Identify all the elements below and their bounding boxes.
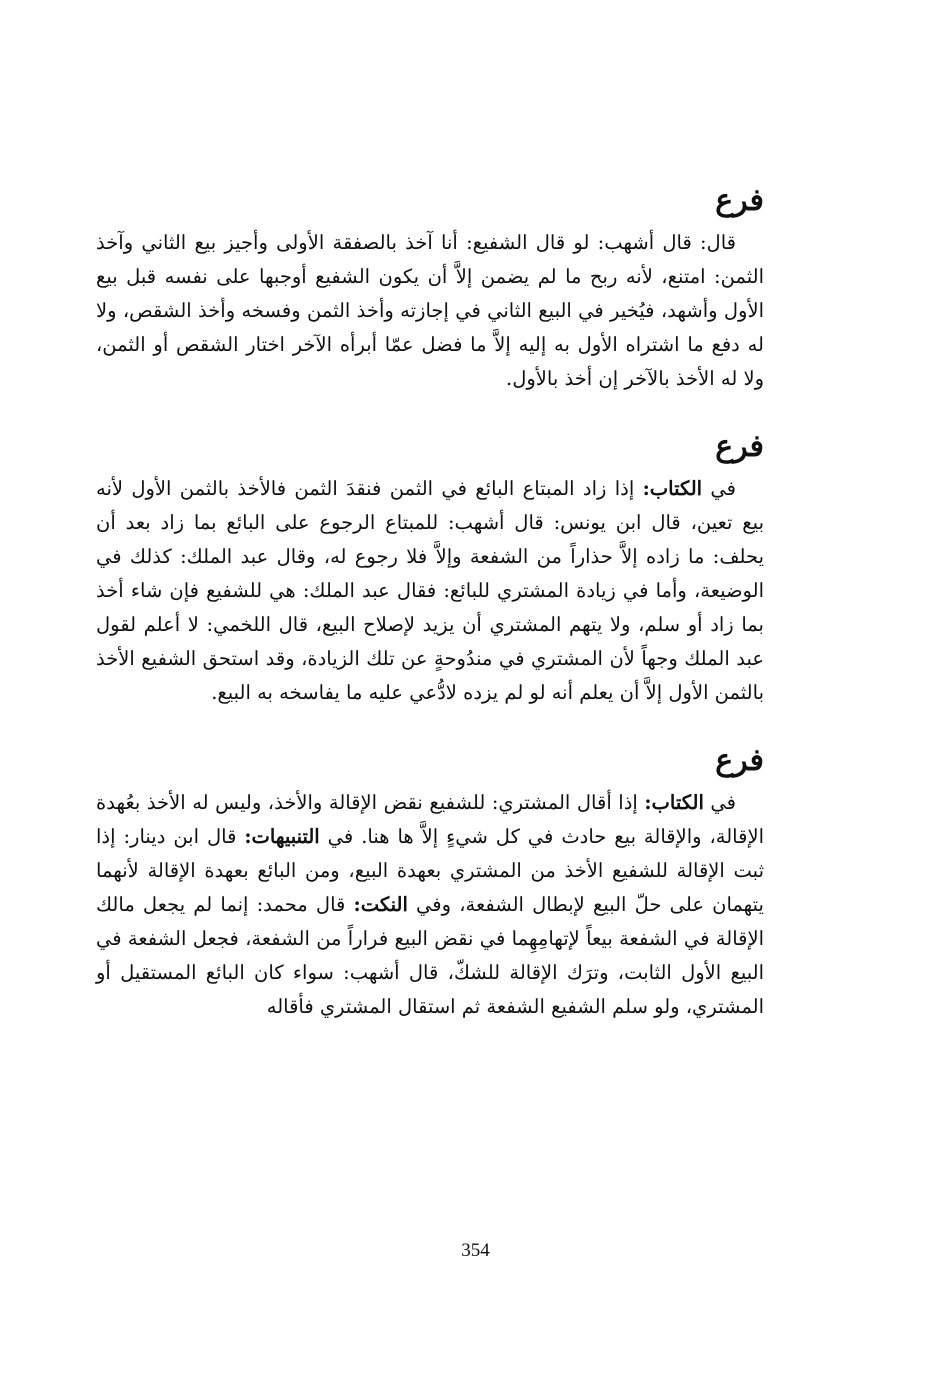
paragraph-text: قال: قال أشهب: لو قال الشفيع: أنا آخذ بالصفقة الأولى وأجيز بيع الثاني وآخذ الثمن: امتنع، لأنه ربح ما لم يضمن إلاَّ أن يكون الشفيع أوجبها على نفسه قبل بيع الأول وأشهد، فيُخير في البيع الثاني في إجازته وأخذ الثمن وفسخه وأخذ الشقص، ولا له دفع ما اشتراه الأول به إليه إلاَّ ما فضل عمّا أبرأه الآخر اختار الشقص أو الثمن، ولا له الأخذ بالآخر إن أخذ بالأول. — [96, 231, 764, 390]
source-term-kitab: الكتاب: — [642, 477, 703, 500]
section-3 — [96, 740, 764, 1024]
paragraph-intro: في — [703, 791, 736, 814]
source-term-kitab: الكتاب: — [644, 791, 704, 814]
section-2 — [96, 426, 764, 710]
page-number: 354 — [461, 1240, 490, 1261]
source-term-tanbihat: التنبيهات: — [244, 825, 320, 848]
paragraph-intro: في — [702, 477, 736, 500]
paragraph-text: قال ابن دينار: إذا ثبت الإقالة للشفيع الأخذ من المشتري بعهدة البيع، ومن البائع بعهدة الإقالة لأنهما يتهمان على حلّ البيع لإبطال الشفعة، وفي — [96, 825, 764, 916]
section-paragraph — [96, 472, 764, 710]
paragraph-text: إذا أقال المشتري: للشفيع نقض الإقالة والأخذ، وليس له الأخذ بعُهدة الإقالة، والإقالة بيع حادث في كل شيءٍ إلاَّ ها هنا. في — [96, 791, 764, 848]
page-body — [96, 180, 764, 1024]
section-heading: فرع — [715, 743, 764, 778]
paragraph-text: قال محمد: إنما لم يجعل مالك الإقالة في الشفعة بيعاً لإتهامِهِما في نقض البيع فراراً من الشفعة، فجعل الشفعة في البيع الأول الثابت، وترَك الإقالة للشكّ، قال أشهب: سواء كان البائع المستقيل أو المشتري، ولو سلم الشفيع الشفعة ثم استقال المشتري فأقاله — [96, 893, 764, 1018]
section-paragraph — [96, 786, 764, 1024]
section-heading: فرع — [715, 183, 764, 218]
section-heading: فرع — [715, 429, 764, 464]
paragraph-text: إذا زاد المبتاع البائع في الثمن فنقدَ الثمن فالأخذ بالثمن الأول لأنه بيع تعين، قال ابن يونس: قال أشهب: للمبتاع الرجوع على البائع بما زاد بعد أن يحلف: ما زاده إلاَّ حذاراً من الشفعة وإلاَّ فلا رجوع له، وقال عبد الملك: كذلك في الوضيعة، وأما في زيادة المشتري للبائع: فقال عبد الملك: هي للشفيع فإن شاء أخذ بما زاد أو سلم، ولا يتهم المشتري أن يزيد لإصلاح البيع، قال اللخمي: لا أعلم لقول عبد الملك وجهاً لأن المشتري في مندُوحةٍ عن تلك الزيادة، وقد استحق الشفيع الأخذ بالثمن الأول إلاَّ أن يعلم أنه لو لم يزده لادُّعي عليه ما يفاسخه به البيع. — [96, 477, 764, 704]
section-1 — [96, 180, 764, 396]
section-paragraph — [96, 226, 764, 396]
source-term-nukat: النكت: — [353, 893, 408, 916]
